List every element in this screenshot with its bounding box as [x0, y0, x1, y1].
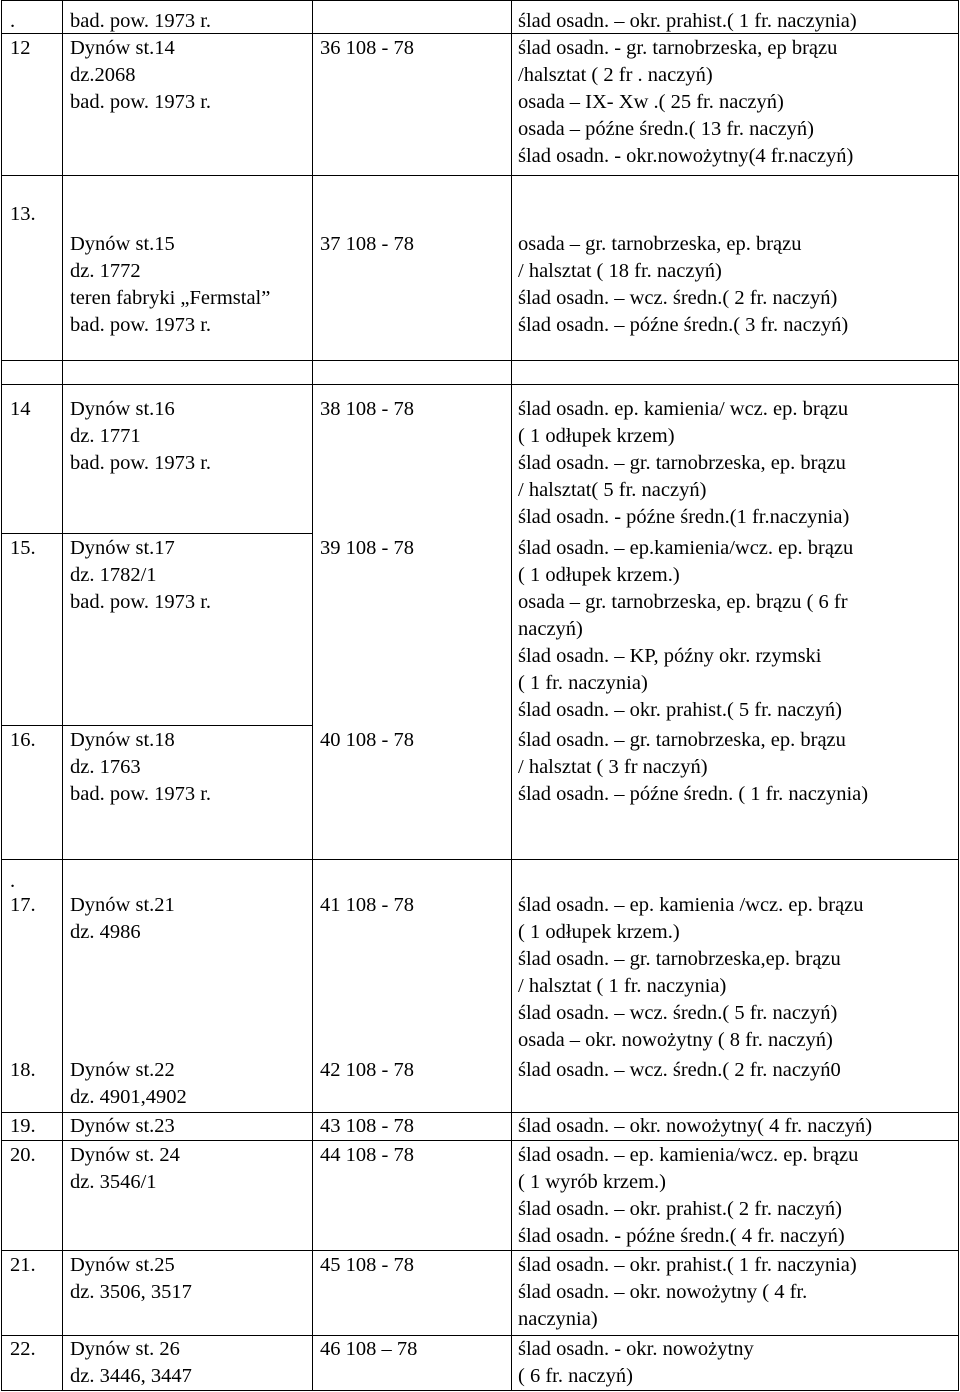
column-divider: [312, 0, 313, 1391]
site-description: ślad osadn. - późne średn.( 4 fr. naczyń): [518, 1225, 845, 1247]
row-divider: [1, 360, 958, 361]
site-name: dz. 4901,4902: [70, 1086, 187, 1108]
row-divider: [1, 1140, 958, 1141]
site-description: ślad osadn. – wcz. średn.( 2 fr. naczyń0: [518, 1059, 841, 1081]
row-divider: [1, 0, 958, 1]
site-description: osada – gr. tarnobrzeska, ep. brązu ( 6 fr: [518, 591, 848, 613]
row-divider: [1, 533, 312, 534]
site-name: Dynów st.21: [70, 894, 175, 916]
row-number: 14: [10, 398, 31, 420]
site-description: ślad osadn. – okr. prahist.( 2 fr. naczyń): [518, 1198, 842, 1220]
site-description: ślad osadn. – okr. prahist.( 1 fr. naczynia): [518, 10, 857, 32]
row-number: 17.: [10, 894, 36, 916]
row-number: 16.: [10, 729, 36, 751]
site-name: bad. pow. 1973 r.: [70, 591, 212, 613]
map-reference: 40 108 - 78: [320, 729, 414, 751]
site-name: dz. 1772: [70, 260, 141, 282]
site-description: ślad osadn. – ep.kamienia/wcz. ep. brązu: [518, 537, 854, 559]
site-description: / halsztat ( 3 fr naczyń): [518, 756, 708, 778]
site-description: ślad osadn. – gr. tarnobrzeska, ep. brązu: [518, 452, 846, 474]
map-reference: 37 108 - 78: [320, 233, 414, 255]
site-name: bad. pow. 1973 r.: [70, 783, 212, 805]
site-description: ( 1 wyrób krzem.): [518, 1171, 667, 1193]
map-reference: 41 108 - 78: [320, 894, 414, 916]
site-name: dz. 1782/1: [70, 564, 157, 586]
site-description: ( 1 odłupek krzem.): [518, 564, 680, 586]
row-divider: [1, 1112, 958, 1113]
site-description: ślad osadn. – okr. prahist.( 5 fr. naczyń): [518, 699, 842, 721]
site-name: dz.2068: [70, 64, 136, 86]
row-number: .: [10, 10, 16, 32]
site-description: ( 6 fr. naczyń): [518, 1365, 633, 1387]
site-description: ślad osadn. – późne średn.( 3 fr. naczyń): [518, 314, 849, 336]
site-description: ślad osadn. - gr. tarnobrzeska, ep brązu: [518, 37, 838, 59]
map-reference: 45 108 - 78: [320, 1254, 414, 1276]
column-divider: [958, 0, 959, 1391]
map-reference: 44 108 - 78: [320, 1144, 414, 1166]
column-divider: [1, 0, 2, 1391]
site-description: ślad osadn. – gr. tarnobrzeska,ep. brązu: [518, 948, 841, 970]
site-description: ślad osadn. - późne średn.(1 fr.naczynia): [518, 506, 850, 528]
site-name: Dynów st. 24: [70, 1144, 180, 1166]
row-number: 19.: [10, 1115, 36, 1137]
site-description: ślad osadn. – wcz. średn.( 5 fr. naczyń): [518, 1002, 838, 1024]
row-number: 22.: [10, 1338, 36, 1360]
site-description: ślad osadn. – ep. kamienia/wcz. ep. brązu: [518, 1144, 859, 1166]
site-description: naczynia): [518, 1308, 598, 1330]
site-name: Dynów st.16: [70, 398, 175, 420]
site-name: bad. pow. 1973 r.: [70, 91, 212, 113]
row-number: 15.: [10, 537, 36, 559]
map-reference: 36 108 - 78: [320, 37, 414, 59]
site-name: teren fabryki „Fermstal”: [70, 287, 271, 309]
site-description: / halsztat( 5 fr. naczyń): [518, 479, 707, 501]
site-name: bad. pow. 1973 r.: [70, 452, 212, 474]
row-number: .: [10, 870, 16, 892]
site-description: ślad osadn. – późne średn. ( 1 fr. naczynia): [518, 783, 869, 805]
site-description: osada – późne średn.( 13 fr. naczyń): [518, 118, 814, 140]
row-divider: [1, 175, 958, 176]
site-name: Dynów st.17: [70, 537, 175, 559]
site-description: ślad osadn. – gr. tarnobrzeska, ep. brązu: [518, 729, 846, 751]
site-description: osada – IX- Xw .( 25 fr. naczyń): [518, 91, 784, 113]
site-description: ślad osadn. - okr.nowożytny(4 fr.naczyń): [518, 145, 854, 167]
row-number: 20.: [10, 1144, 36, 1166]
site-description: ślad osadn. – wcz. średn.( 2 fr. naczyń): [518, 287, 838, 309]
site-description: ślad osadn. – okr. prahist.( 1 fr. naczynia): [518, 1254, 857, 1276]
site-description: ślad osadn. – ep. kamienia /wcz. ep. brązu: [518, 894, 864, 916]
row-number: 12: [10, 37, 31, 59]
site-name: bad. pow. 1973 r.: [70, 10, 212, 32]
site-name: bad. pow. 1973 r.: [70, 314, 212, 336]
site-name: dz. 3546/1: [70, 1171, 157, 1193]
site-description: osada – okr. nowożytny ( 8 fr. naczyń): [518, 1029, 833, 1051]
map-reference: 39 108 - 78: [320, 537, 414, 559]
site-name: dz. 1763: [70, 756, 141, 778]
site-name: dz. 3446, 3447: [70, 1365, 192, 1387]
column-divider: [511, 0, 512, 1391]
site-description: /halsztat ( 2 fr . naczyń): [518, 64, 713, 86]
map-reference: 42 108 - 78: [320, 1059, 414, 1081]
row-divider: [1, 1250, 958, 1251]
site-description: osada – gr. tarnobrzeska, ep. brązu: [518, 233, 802, 255]
site-description: ślad osadn. – KP, późny okr. rzymski: [518, 645, 822, 667]
row-number: 13.: [10, 203, 36, 225]
map-reference: 46 108 – 78: [320, 1338, 418, 1360]
site-description: ślad osadn. – okr. nowożytny ( 4 fr.: [518, 1281, 808, 1303]
site-name: Dynów st.15: [70, 233, 175, 255]
row-number: 21.: [10, 1254, 36, 1276]
row-divider: [1, 1390, 958, 1391]
site-description: ( 1 odłupek krzem.): [518, 921, 680, 943]
row-number: 18.: [10, 1059, 36, 1081]
site-description: ślad osadn. ep. kamienia/ wcz. ep. brązu: [518, 398, 849, 420]
row-divider: [1, 384, 958, 385]
site-name: dz. 1771: [70, 425, 141, 447]
row-divider: [1, 33, 958, 34]
site-name: Dynów st. 26: [70, 1338, 180, 1360]
site-name: Dynów st.14: [70, 37, 175, 59]
site-name: Dynów st.25: [70, 1254, 175, 1276]
site-name: Dynów st.22: [70, 1059, 175, 1081]
site-name: dz. 4986: [70, 921, 141, 943]
map-reference: 38 108 - 78: [320, 398, 414, 420]
map-reference: 43 108 - 78: [320, 1115, 414, 1137]
site-description: / halsztat ( 18 fr. naczyń): [518, 260, 722, 282]
site-description: naczyń): [518, 618, 583, 640]
column-divider: [62, 0, 63, 1391]
site-description: ( 1 odłupek krzem): [518, 425, 675, 447]
site-description: ślad osadn. - okr. nowożytny: [518, 1338, 754, 1360]
site-name: dz. 3506, 3517: [70, 1281, 192, 1303]
site-name: Dynów st.23: [70, 1115, 175, 1137]
site-description: / halsztat ( 1 fr. naczynia): [518, 975, 727, 997]
row-divider: [1, 725, 312, 726]
row-divider: [1, 859, 958, 860]
site-description: ( 1 fr. naczynia): [518, 672, 648, 694]
site-description: ślad osadn. – okr. nowożytny( 4 fr. naczyń): [518, 1115, 873, 1137]
site-name: Dynów st.18: [70, 729, 175, 751]
row-divider: [1, 1335, 958, 1336]
